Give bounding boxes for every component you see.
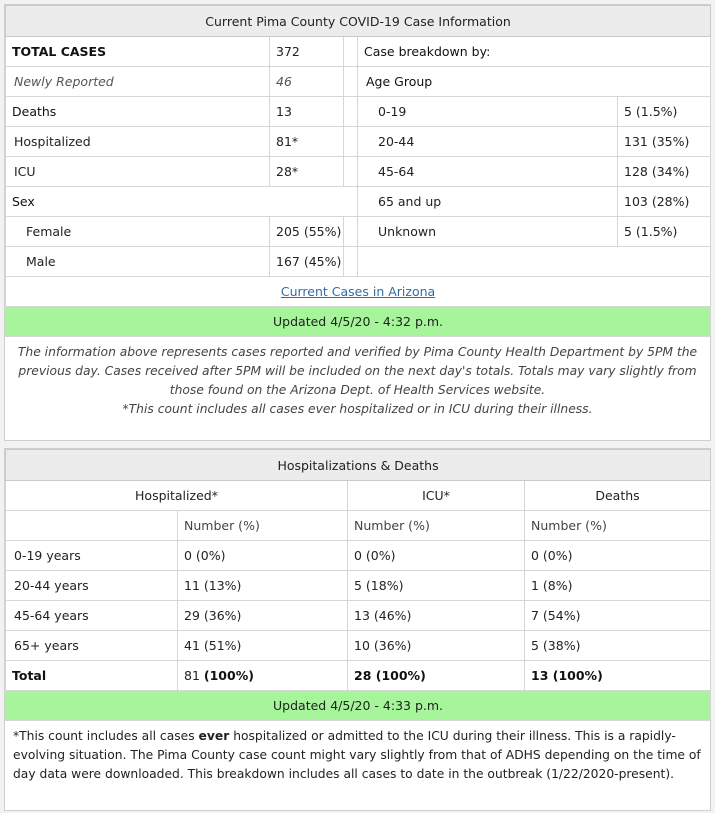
age-row-label: 65 and up — [358, 187, 618, 217]
hosp-value: 29 (36%) — [178, 601, 348, 631]
age-row-label: 45-64 — [358, 157, 618, 187]
total-hosp — [178, 661, 348, 691]
case-note-text: The information above represents cases reported and verified by Pima County Health Department by 5PM the previous day. Cases received after 5PM will be included on the next day's totals. Totals may vary slightly from those found on the Arizona Dept. of Health Services website. — [17, 345, 698, 397]
total-cases-label: TOTAL CASES — [6, 37, 270, 67]
icu-value: 0 (0%) — [348, 541, 525, 571]
newly-reported-value: 46 — [270, 67, 344, 97]
sex-label: Sex — [6, 187, 358, 217]
breakdown-label: Case breakdown by: — [358, 37, 711, 67]
spacer — [344, 217, 358, 247]
row-label: 45-64 years — [6, 601, 178, 631]
case-info-table — [5, 5, 711, 337]
spacer — [344, 37, 358, 67]
icu-value: 13 (46%) — [348, 601, 525, 631]
col-icu: ICU* — [348, 481, 525, 511]
male-label: Male — [6, 247, 270, 277]
age-row-value: 131 (35%) — [618, 127, 711, 157]
deaths-value: 0 (0%) — [525, 541, 711, 571]
hosp-note — [5, 721, 710, 790]
age-row-label: 20-44 — [358, 127, 618, 157]
spacer — [344, 157, 358, 187]
female-label: Female — [6, 217, 270, 247]
sub-header: Number (%) — [178, 511, 348, 541]
icu-value: 5 (18%) — [348, 571, 525, 601]
table-row — [6, 601, 711, 631]
empty-cell — [358, 247, 711, 277]
deaths-value: 7 (54%) — [525, 601, 711, 631]
total-row — [6, 661, 711, 691]
spacer — [344, 247, 358, 277]
deaths-value: 13 — [270, 97, 344, 127]
case-note — [5, 337, 710, 425]
hospitalizations-panel — [4, 448, 711, 811]
col-hospitalized: Hospitalized* — [6, 481, 348, 511]
total-deaths: 13 (100%) — [525, 661, 711, 691]
hospitalized-value: 81* — [270, 127, 344, 157]
total-label: Total — [6, 661, 178, 691]
updated-banner: Updated 4/5/20 - 4:32 p.m. — [6, 307, 711, 337]
deaths-value: 5 (38%) — [525, 631, 711, 661]
case-info-panel — [4, 4, 711, 441]
total-cases-value: 372 — [270, 37, 344, 67]
total-hosp-num: 81 — [184, 668, 200, 683]
sub-header: Number (%) — [348, 511, 525, 541]
icu-value: 10 (36%) — [348, 631, 525, 661]
icu-value: 28* — [270, 157, 344, 187]
hosp-value: 41 (51%) — [178, 631, 348, 661]
age-group-label: Age Group — [358, 67, 711, 97]
case-note-footnote: *This count includes all cases ever hospitalized or in ICU during their illness. — [122, 402, 593, 416]
col-deaths: Deaths — [525, 481, 711, 511]
row-label: 0-19 years — [6, 541, 178, 571]
age-row-value: 5 (1.5%) — [618, 97, 711, 127]
age-row-value: 128 (34%) — [618, 157, 711, 187]
female-value: 205 (55%) — [270, 217, 344, 247]
age-row-value: 5 (1.5%) — [618, 217, 711, 247]
hospitalized-label: Hospitalized — [6, 127, 270, 157]
hosp-value: 11 (13%) — [178, 571, 348, 601]
hosp-note-bold: ever — [198, 729, 230, 743]
hosp-note-b: hospitalized or admitted to the ICU during their illness. This is a rapidly-evolving situation. The Pima County case count might vary slightly from that of ADHS depending on the time of day data were downloaded. This breakdown includes all cases to date in the outbreak (1/22/2020-present). — [13, 729, 701, 781]
table-row — [6, 541, 711, 571]
hospitalizations-title: Hospitalizations & Deaths — [6, 450, 711, 481]
male-value: 167 (45%) — [270, 247, 344, 277]
sub-header: Number (%) — [525, 511, 711, 541]
age-row-label: Unknown — [358, 217, 618, 247]
total-hosp-pct: (100%) — [203, 668, 254, 683]
updated-banner: Updated 4/5/20 - 4:33 p.m. — [6, 691, 711, 721]
age-row-value: 103 (28%) — [618, 187, 711, 217]
deaths-value: 1 (8%) — [525, 571, 711, 601]
age-row-label: 0-19 — [358, 97, 618, 127]
hosp-value: 0 (0%) — [178, 541, 348, 571]
spacer — [344, 127, 358, 157]
row-label: 20-44 years — [6, 571, 178, 601]
case-info-title: Current Pima County COVID-19 Case Information — [6, 6, 711, 37]
total-icu: 28 (100%) — [348, 661, 525, 691]
newly-reported-label: Newly Reported — [6, 67, 270, 97]
hospitalizations-table — [5, 449, 711, 721]
deaths-label: Deaths — [6, 97, 270, 127]
hosp-note-a: *This count includes all cases — [13, 729, 199, 743]
spacer — [344, 97, 358, 127]
spacer — [344, 67, 358, 97]
arizona-cases-link[interactable]: Current Cases in Arizona — [280, 284, 436, 299]
row-label: 65+ years — [6, 631, 178, 661]
icu-label: ICU — [6, 157, 270, 187]
table-row — [6, 571, 711, 601]
table-row — [6, 631, 711, 661]
empty-cell — [6, 511, 178, 541]
